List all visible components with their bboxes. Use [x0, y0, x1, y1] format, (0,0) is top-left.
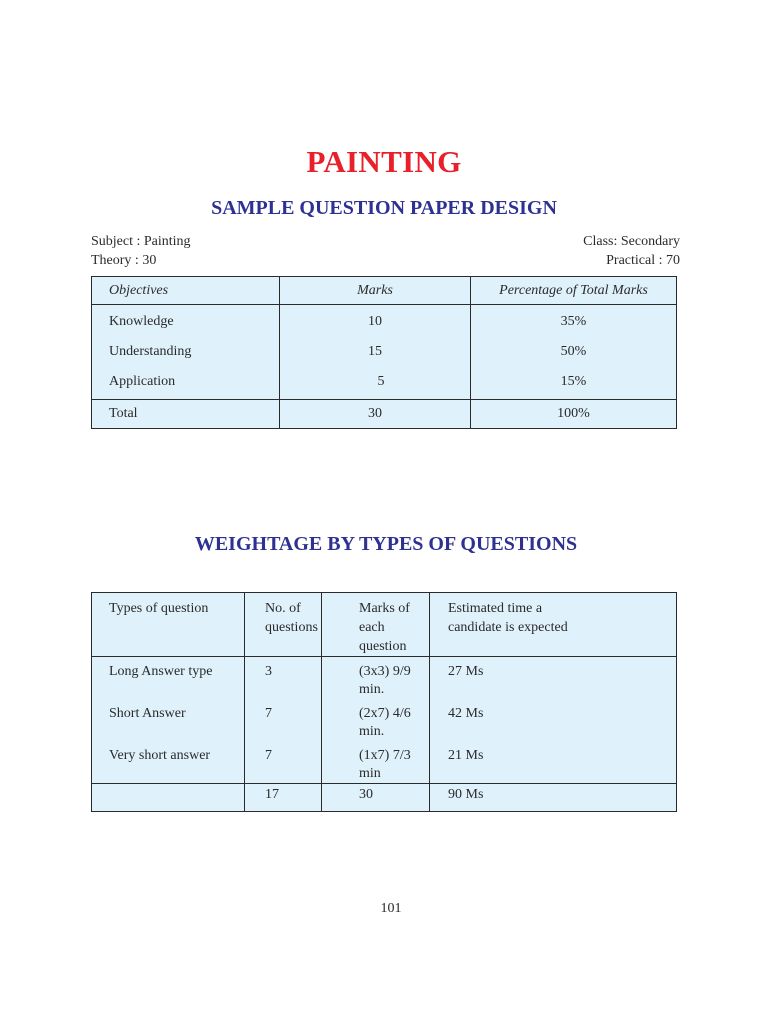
column-header: [322, 593, 430, 657]
table-row: [92, 741, 677, 784]
column-header: [245, 593, 322, 657]
table-total-row: [92, 784, 677, 812]
page-number: 101: [380, 901, 402, 916]
table-cell: 50%: [471, 337, 677, 367]
table-cell: 7: [245, 741, 322, 784]
header-line: Marks of: [359, 601, 410, 616]
table-cell: Very short answer: [92, 741, 245, 784]
table-cell: 10: [280, 305, 471, 338]
table-cell: 15: [280, 337, 471, 367]
section-subtitle: SAMPLE QUESTION PAPER DESIGN: [211, 197, 557, 219]
practical-label: Practical : 70: [606, 253, 680, 268]
table-cell: Application: [92, 367, 280, 400]
table-cell: Long Answer type: [92, 657, 245, 700]
weightage-table: [91, 592, 677, 812]
subject-label: Subject : Painting: [91, 234, 191, 249]
table-cell: Understanding: [92, 337, 280, 367]
table-cell: 17: [245, 784, 322, 812]
table-cell: 7: [245, 699, 322, 741]
column-header: Marks: [280, 277, 471, 305]
table-header-row: [92, 593, 677, 657]
class-label: Class: Secondary: [583, 234, 680, 249]
header-line: candidate is expected: [448, 620, 568, 635]
table-row: [92, 657, 677, 700]
table-cell: 35%: [471, 305, 677, 338]
table-cell: 42 Ms: [430, 699, 677, 741]
header-line: each question: [359, 620, 407, 654]
table-cell: 30: [322, 784, 430, 812]
cell-text: 5: [377, 374, 385, 389]
table-cell: 27 Ms: [430, 657, 677, 700]
table-header-row: [92, 277, 677, 305]
table-cell: (1x7) 7/3 min: [322, 741, 430, 784]
table-row: [92, 337, 677, 367]
table-cell: 90 Ms: [430, 784, 677, 812]
theory-label: Theory : 30: [91, 253, 157, 268]
cell-text: Knowledge: [109, 314, 174, 329]
header-line: questions: [265, 620, 318, 635]
meta-left: [91, 232, 191, 270]
table-cell: [92, 784, 245, 812]
table-row: [92, 305, 677, 338]
table-cell: (2x7) 4/6 min.: [322, 699, 430, 741]
table-cell: (3x3) 9/9 min.: [322, 657, 430, 700]
header-line: Estimated time a: [448, 601, 543, 616]
table-cell: 15%: [471, 367, 677, 400]
table-cell: 30: [280, 400, 471, 429]
objectives-table: [91, 276, 677, 429]
column-header: Percentage of Total Marks: [471, 277, 677, 305]
table-cell: [280, 367, 471, 400]
header-line: No. of: [265, 601, 301, 616]
table-cell: 100%: [471, 400, 677, 429]
meta-right: [583, 232, 680, 270]
column-header: [92, 593, 245, 657]
table-cell: Short Answer: [92, 699, 245, 741]
column-header: [430, 593, 677, 657]
weightage-heading: WEIGHTAGE BY TYPES OF QUESTIONS: [194, 533, 578, 555]
table-cell: 3: [245, 657, 322, 700]
table-cell: 21 Ms: [430, 741, 677, 784]
page-title: PAINTING: [306, 144, 462, 179]
table-cell: Total: [92, 400, 280, 429]
column-header: Objectives: [92, 277, 280, 305]
table-total-row: [92, 400, 677, 429]
table-cell: [92, 305, 280, 338]
header-line: Types of question: [109, 601, 209, 616]
table-row: [92, 367, 677, 400]
table-row: [92, 699, 677, 741]
